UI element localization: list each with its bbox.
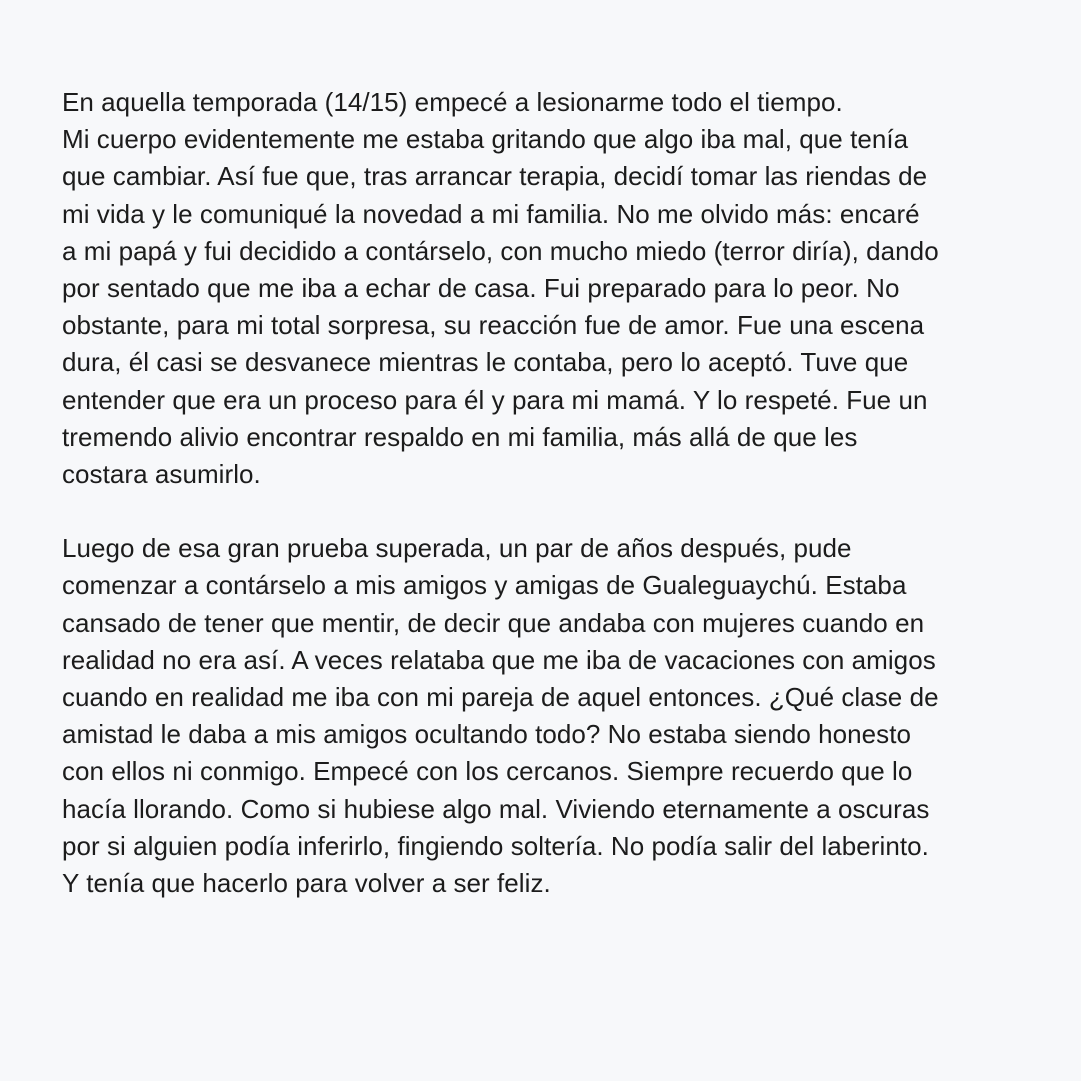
text-line: En aquella temporada (14/15) empecé a lesionarme todo el tiempo. bbox=[62, 87, 843, 117]
text-line: a mi papá y fui decidido a contárselo, con mucho miedo (terror diría), dando bbox=[62, 235, 939, 266]
text-line: tremendo alivio encontrar respaldo en mi familia, más allá de que les bbox=[62, 421, 858, 452]
text-line: cansado de tener que mentir, de decir que andaba con mujeres cuando en bbox=[62, 607, 925, 638]
paragraph-2 bbox=[62, 530, 1061, 902]
paragraph-spacer bbox=[62, 493, 1061, 530]
text-line: realidad no era así. A veces relataba que me iba de vacaciones con amigos bbox=[62, 644, 936, 675]
text-line: hacía llorando. Como si hubiese algo mal. Viviendo eternamente a oscuras bbox=[62, 793, 930, 824]
text-line: Y tenía que hacerlo para volver a ser feliz. bbox=[62, 867, 551, 898]
text-line: dura, él casi se desvanece mientras le contaba, pero lo aceptó. Tuve que bbox=[62, 347, 909, 378]
text-line: comenzar a contárselo a mis amigos y amigas de Gualeguaychú. Estaba bbox=[62, 570, 907, 601]
text-line: cuando en realidad me iba con mi pareja de aquel entonces. ¿Qué clase de bbox=[62, 682, 939, 712]
text-line: por sentado que me iba a echar de casa. Fui preparado para lo peor. No bbox=[62, 272, 900, 303]
text-line: costara asumirlo. bbox=[62, 458, 261, 489]
text-line: entender que era un proceso para él y para mi mamá. Y lo respeté. Fue un bbox=[62, 384, 928, 415]
text-line: mi vida y le comuniqué la novedad a mi familia. No me olvido más: encaré bbox=[62, 198, 920, 229]
text-line: por si alguien podía inferirlo, fingiendo soltería. No podía salir del laberinto. bbox=[62, 830, 929, 861]
paragraph-1 bbox=[62, 84, 1061, 493]
text-line: obstante, para mi total sorpresa, su reacción fue de amor. Fue una escena bbox=[62, 310, 925, 341]
text-line: que cambiar. Así fue que, tras arrancar terapia, decidí tomar las riendas de bbox=[62, 161, 928, 192]
text-line: con ellos ni conmigo. Empecé con los cercanos. Siempre recuerdo que lo bbox=[62, 756, 913, 787]
text-line: Mi cuerpo evidentemente me estaba gritando que algo iba mal, que tenía bbox=[62, 124, 909, 155]
text-line: Luego de esa gran prueba superada, un par de años después, pude bbox=[62, 533, 852, 564]
text-line: amistad le daba a mis amigos ocultando todo? No estaba siendo honesto bbox=[62, 719, 911, 750]
